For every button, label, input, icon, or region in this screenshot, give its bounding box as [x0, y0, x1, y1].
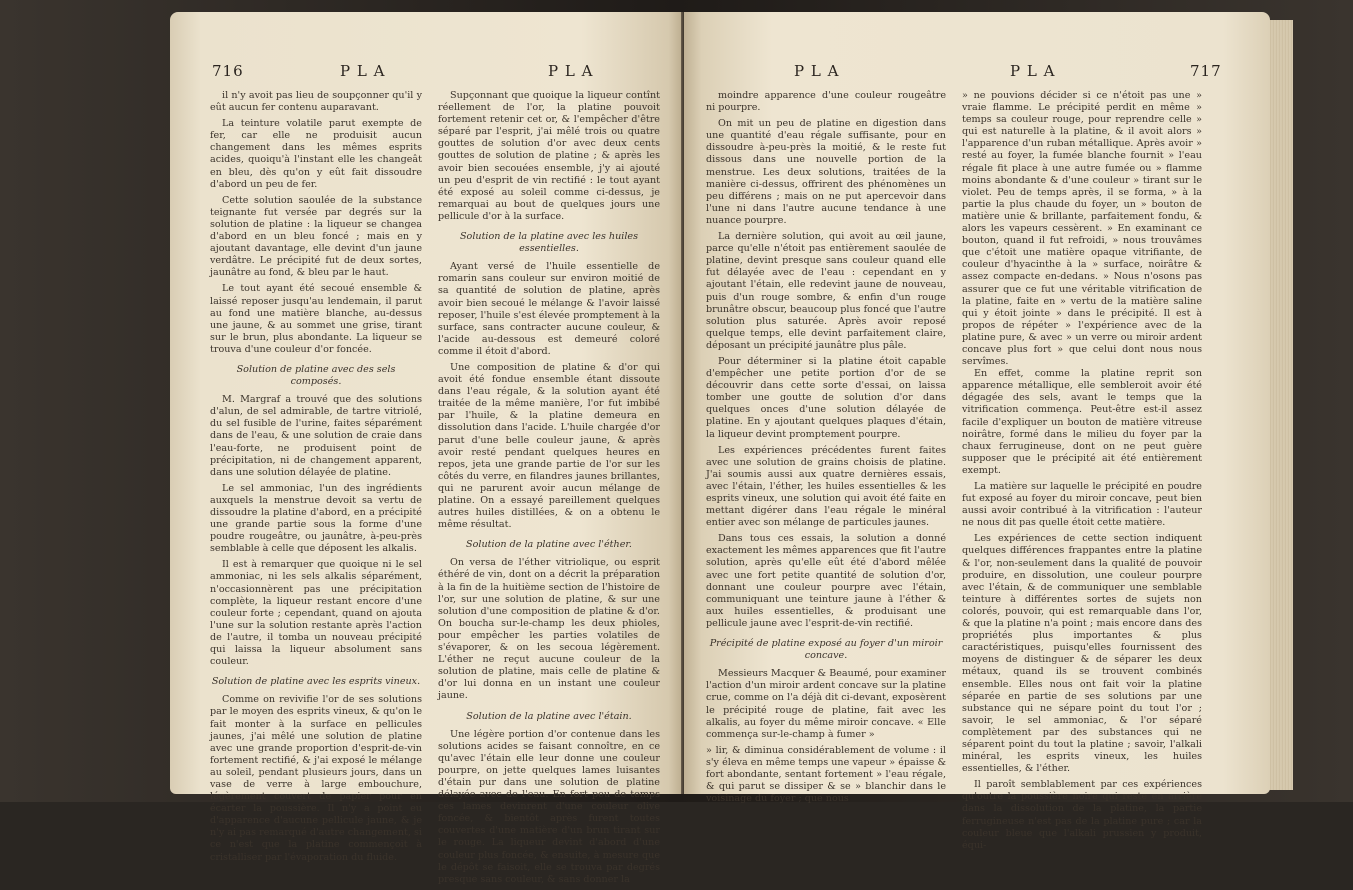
paragraph: » lir, & diminua considérablement de volume : il s'y éleva en même temps une vapeur » épaisse & fort abondante, sentant fortement » l'eau régale, & qui parut se dissiper & se » blanchir dans le voisinage du foyer ; que nous [706, 744, 946, 805]
paragraph: Le sel ammoniac, l'un des ingrédients auxquels la menstrue devoit sa vertu de dissoudre la platine d'abord, en a précipité une grande partie sous la forme d'une poudre rougeâtre, ou jaunâtre, à-peu-près semblable à celle que déposent les alkalis. [210, 482, 422, 555]
left-page [170, 12, 684, 885]
paragraph: On mit un peu de platine en digestion dans une quantité d'eau régale suffisante, pour en dissoudre à-peu-près la moitié, & le reste fut dissous dans une nouvelle portion de la menstrue. Les deux solutions, traitées de la manière ci-dessus, offrirent des phénomènes un peu différens ; mais on ne put apercevoir dans l'une ni dans l'autre aucune tendance à une nuance pourpre. [706, 118, 946, 226]
paragraph: Une légère portion d'or contenue dans les solutions acides se faisant connoître, en ce qu'avec l'étain elle leur donne une couleur pourpre, on jette quelques lames luisantes d'étain pur dans une solution de platine délayée avec de l'eau. En fort peu de temps ces lames devinrent d'une couleur olive foncée, & bientôt après furent toutes couvertes d'une matière d'un brun tirant sur le rouge. La liqueur devint d'abord d'une couleur plus foncée, & ensuite, à mesure que le dépôt se faisoit, elle se trouva par degrés presque sans couleur, & sans donner la [438, 728, 660, 885]
right-page [684, 12, 1270, 851]
section-heading: Solution de platine avec des sels composés. [236, 363, 396, 388]
left-column-1 [210, 90, 422, 868]
paragraph: il n'y avoit pas lieu de soupçonner qu'il y eût aucun fer contenu auparavant. [210, 90, 422, 114]
paragraph: M. Margraf a trouvé que des solutions d'alun, de sel admirable, de tartre vitriolé, du sel fusible de l'urine, faites séparément dans de l'eau, & une solution de craie dans l'eau-forte, ne produisent point de précipitation, ni de changement apparent, dans une solution délayée de platine. [210, 394, 422, 478]
paragraph: moindre apparence d'une couleur rougeâtre ni pourpre. [706, 90, 946, 114]
paragraph: Supçonnant que quoique la liqueur contînt réellement de l'or, la platine pouvoit fortement retenir cet or, & l'empêcher d'être séparé par l'esprit, j'ai mêlé trois ou quatre gouttes de solution d'or avec deux cents gouttes de solution de platine ; & après les avoir bien secouées ensemble, j'y ai ajouté un peu d'esprit de vin rectifié : le tout ayant été exposé au soleil comme ci-dessus, je remarquai au bout de quelques jours une pellicule d'or à la surface. [438, 90, 660, 222]
paragraph: En effet, comme la platine reprit son apparence métallique, elle sembleroit avoir été dégagée des sels, avant le temps que la vitrification commença. Peut-être est-il assez facile d'expliquer un bouton de matière vitreuse noirâtre, formé dans le milieu du foyer par la chaux ferrugineuse, dont on ne peut guère supposer que le précipité ait été entièrement exempt. [962, 368, 1202, 476]
paragraph: On versa de l'éther vitriolique, ou esprit éthéré de vin, dont on a décrit la préparation à la fin de la huitième section de l'histoire de l'or, sur une solution de platine, & sur une solution d'une composition de platine & d'or. On boucha sur-le-champ les deux phioles, pour empêcher les parties volatiles de s'évaporer, & on les secoua légèrement. L'éther ne reçut aucune couleur de la solution de platine, mais celle de platine & d'or lui donna en un instant une couleur jaune. [438, 557, 660, 702]
right-column-2 [962, 90, 1202, 856]
paragraph: Le tout ayant été secoué ensemble & laissé reposer jusqu'au lendemain, il parut au fond une matière blanche, au-dessus une jaune, & au sommet une grise, tirant sur le brun, plus abondante. La liqueur se trouva d'une couleur d'or foncée. [210, 283, 422, 355]
section-heading: Solution de la platine avec l'étain. [466, 710, 632, 722]
paragraph: Messieurs Macquer & Beaumé, pour examiner l'action d'un miroir ardent concave sur la platine crue, comme on l'a déjà dit ci-devant, exposèrent le précipité rouge de platine, fait avec les alkalis, au foyer du même miroir concave. « Elle commença sur-le-champ à fumer » [706, 668, 946, 740]
left-column-2 [438, 90, 660, 890]
paragraph: Une composition de platine & d'or qui avoit été fondue ensemble étant dissoute dans l'eau régale, & la solution ayant été traitée de la même manière, l'or fut imbibé par l'huile, & la platine demeura en dissolution dans l'acide. L'huile chargée d'or parut d'une belle couleur jaune, & après avoir resté pendant quelques heures en repos, jeta une grande partie de l'or sur les côtés du verre, en filandres jaunes brillantes, qui ne parurent avoir aucun mélange de platine. On a essayé pareillement quelques autres huiles distillées, & on a obtenu le même résultat. [438, 361, 660, 531]
running-head-right-1: P L A [794, 62, 840, 80]
section-heading: Solution de la platine avec l'éther. [466, 539, 632, 551]
section-heading: Précipité de platine exposé au foyer d'un miroir concave. [709, 638, 943, 662]
paragraph: » ne pouvions décider si ce n'étoit pas une » vraie flamme. Le précipité perdit en même » temps sa couleur rouge, pour reprendre celle » qui est naturelle à la platine, & il avoit alors » l'apparence d'un ruban métallique. Après avoir » resté au foyer, la fumée blanche fournit » l'eau régale fit place à une autre fumée ou » flamme moins abondante & d'une couleur » tirant sur le violet. Peu de temps après, il se forma, » à la partie la plus chaude du foyer, un » bouton de matière unie & brillante, parfaitement fondu, & alors les vapeurs cessèrent. » En examinant ce bouton, quand il fut refroidi, » nous trouvâmes que c'étoit une matière opaque vitrifiante, de couleur d'hyacinthe à la » surface, noirâtre & assez compacte en-dedans. » Nous n'osons pas assurer que ce fut une véritable vitrification de la platine, faite en » vertu de la matière saline qui y étoit jointe » dans le précipité. Il est à propos de répéter » l'expérience avec de la platine pure, & avec » un verre ou miroir ardent concave plus fort » que celui dont nous nous servîmes. [962, 90, 1202, 368]
right-column-1 [706, 90, 946, 805]
paragraph: La dernière solution, qui avoit au œil jaune, parce qu'elle n'étoit pas entièrement saoulée de platine, devint presque sans couleur quand elle fut délayée avec de l'eau : cependant en y ajoutant l'étain, elle redevint jaune de nouveau, puis d'un rouge sombre, & enfin d'un rouge brunâtre obscur, beaucoup plus foncé que l'autre solution plus saturée. Après avoir reposé quelque temps, elle devint parfaitement claire, déposant un précipité jaunâtre plus pâle. [706, 231, 946, 351]
paragraph: La matière sur laquelle le précipité en poudre fut exposé au foyer du miroir concave, peut bien aussi avoir contribué à la vitrification : l'auteur ne nous dit pas quelle étoit cette matière. [962, 481, 1202, 529]
paragraph: Les expériences précédentes furent faites avec une solution de grains choisis de platine. J'ai soumis aussi aux quatre dernières essais, avec l'étain, l'éther, les huiles essentielles & les esprits vineux, une solution qui avoit été faite en mettant digérer dans l'eau régale le minéral entier avec son mélange de particules jaunes. [706, 444, 946, 529]
paragraph: Cette solution saoulée de la substance teignante fut versée par degrés sur la solution de platine : la liqueur se changea d'abord en un bleu foncé ; mais en y ajoutant davantage, elle devint d'un jaune verdâtre. Le précipité fut de deux sortes, jaunâtre au fond, & bleu par le haut. [210, 194, 422, 279]
paragraph: Les expériences de cette section indiquent quelques différences frappantes entre la platine & l'or, non-seulement dans la qualité de pouvoir produire, en dissolution, une couleur pourpre avec l'étain, & de communiquer une semblable teinture à différentes sortes de sujets non colorés, pouvoir, qui est remarquable dans l'or, & que la platine n'a point ; mais encore dans des propriétés plus importantes & plus caractéristiques, puisqu'elles fournissent des moyens de distinguer & de séparer les deux métaux, quand ils se trouvent combinés ensemble. Elles nous ont fait voir la platine séparée en partie de ses solutions par une substance qui ne sépare point du tout l'or ; savoir, le sel ammoniac, & l'or séparé complètement par des substances qui ne séparent point du tout la platine ; savoir, l'alkali minéral, les esprits vineux, les huiles essentielles, & l'éther. [962, 533, 1202, 775]
running-head-left-2: P L A [548, 62, 594, 80]
section-heading: Solution de platine avec les esprits vineux. [211, 676, 421, 688]
page-number-left: 716 [212, 62, 244, 80]
paragraph: La teinture volatile parut exempte de fer, car elle ne produisit aucun changement dans les mêmes esprits acides, quoiqu'à l'instant elle les changeât en bleu, dès qu'on y eût fait dissoudre d'abord un peu de fer. [210, 118, 422, 190]
running-head-left: P L A [340, 62, 386, 80]
paragraph: Dans tous ces essais, la solution a donné exactement les mêmes apparences que fit l'autre solution, après qu'elle eût été d'abord mêlée avec une fort petite quantité de solution d'or, donnant une couleur pourpre avec l'étain, communiquant une teinture jaune à l'éther & aux huiles essentielles, & produisant une pellicule jaune avec l'esprit-de-vin rectifié. [706, 533, 946, 629]
paragraph: Il paroît semblablement par ces expériences qu'outre la poussière noire qui reste en arrière dans la dissolution de la platine, la partie ferrugineuse n'est pas de la platine pure ; car la couleur bleue que l'alkali prussien y produit, équi- [962, 779, 1202, 851]
paragraph: Comme on revivifie l'or de ses solutions par le moyen des esprits vineux, & qu'on le fait monter à la surface en pellicules jaunes, j'ai mêlé une solution de platine avec une grande proportion d'esprit-de-vin fortement rectifié, & j'ai exposé le mélange au soleil, pendant plusieurs jours, dans un vase de verre à large embouchure, légèrement couvert de papier pour en écarter la poussière. Il n'y a point eu d'apparence d'aucune pellicule jaune, & je n'y ai pas remarqué d'autre changement, si ce n'est que la platine commençoit à cristalliser par l'évaporation du fluide. [210, 694, 422, 863]
section-heading: Solution de la platine avec les huiles essentielles. [459, 231, 639, 255]
paragraph: Ayant versé de l'huile essentielle de romarin sans couleur sur environ moitié de sa quantité de solution de platine, après avoir bien secoué le mélange & l'avoir laissé reposer, l'huile s'est élevée promptement à la surface, sans contracter aucune couleur, & l'acide au-dessous est demeuré coloré comme il étoit d'abord. [438, 261, 660, 357]
paragraph: Pour déterminer si la platine étoit capable d'empêcher une petite portion d'or de se découvrir dans cette sorte d'essai, on laissa tomber une goutte de solution d'or dans quelques onces d'une solution délayée de platine. En y ajoutant quelques plaques d'étain, la liqueur devint promptement pourpre. [706, 355, 946, 440]
running-head-right: P L A [1010, 62, 1056, 80]
paragraph: Il est à remarquer que quoique ni le sel ammoniac, ni les sels alkalis séparément, n'occasionnèrent pas une précipitation complète, la liqueur restant encore d'une couleur forte ; cependant, quand on ajouta l'une sur la solution restante après l'action de l'autre, il tomba un nouveau précipité qui laissa la liqueur absolument sans couleur. [210, 559, 422, 668]
page-number-right: 717 [1190, 62, 1222, 80]
